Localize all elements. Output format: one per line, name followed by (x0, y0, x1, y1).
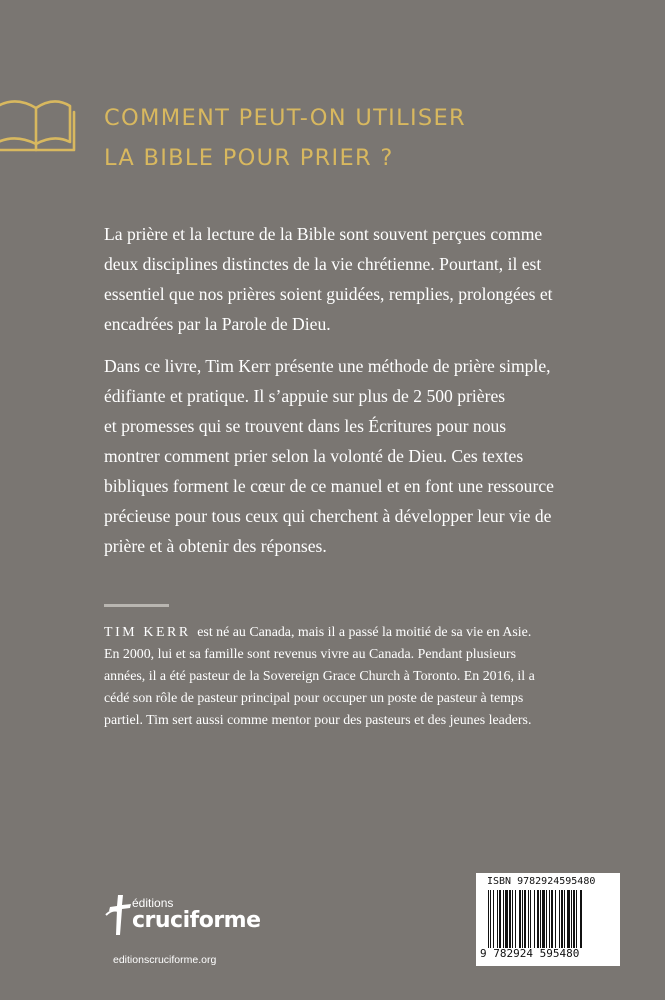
publisher-prefix: éditions (132, 896, 174, 910)
publisher-name: cruciforme (132, 908, 261, 933)
barcode-digits: 9 782924 595480 (480, 947, 580, 960)
barcode-bars-icon (488, 890, 612, 948)
bio-line: années, il a été pasteur de la Sovereign Grace Church à Toronto. En 2016, il a (104, 669, 535, 684)
text-line: Dans ce livre, Tim Kerr présente une méthode de prière simple, (104, 356, 551, 376)
text-line: précieuse pour tous ceux qui cherchent à développer leur vie de (104, 506, 552, 526)
text-line: édifiante et pratique. Il s’appuie sur plus de 2 500 prières (104, 386, 506, 406)
bio-line: En 2000, lui et sa famille sont revenus vivre au Canada. Pendant plusieurs (104, 647, 516, 662)
author-name: TIM KERR (104, 625, 191, 640)
bio-line: cédé son rôle de pasteur principal pour occuper un poste de pasteur à temps (104, 691, 524, 706)
section-divider (104, 604, 169, 607)
text-line: montrer comment prier selon la volonté de Dieu. Ces textes (104, 446, 524, 466)
author-bio (104, 622, 535, 732)
text-line: et promesses qui se trouvent dans les Écritures pour nous (104, 416, 507, 436)
publisher-logo (104, 893, 264, 941)
headline-line-1: COMMENT PEUT-ON UTILISER (104, 105, 466, 131)
intro-paragraph (104, 219, 604, 339)
bio-text: est né au Canada, mais il a passé la moitié de sa vie en Asie. (193, 625, 532, 640)
text-line: La prière et la lecture de la Bible sont souvent perçues comme (104, 224, 543, 244)
text-line: bibliques forment le cœur de ce manuel et en font une ressource (104, 476, 554, 496)
headline-line-2: LA BIBLE POUR PRIER ? (104, 145, 394, 171)
text-line: deux disciplines distinctes de la vie chrétienne. Pourtant, il est (104, 254, 542, 274)
bio-line-1 (104, 622, 535, 644)
open-bible-icon (0, 86, 76, 162)
publisher-website: editionscruciforme.org (113, 954, 217, 966)
headline (104, 98, 466, 178)
isbn-label: ISBN 9782924595480 (487, 876, 596, 887)
text-line: essentiel que nos prières soient guidées, remplies, prolongées et (104, 284, 553, 304)
isbn-barcode (476, 873, 620, 966)
text-line: prière et à obtenir des réponses. (104, 536, 327, 556)
text-line: encadrées par la Parole de Dieu. (104, 314, 331, 334)
bio-line: partiel. Tim sert aussi comme mentor pour des pasteurs et des jeunes leaders. (104, 713, 532, 728)
description-paragraph (104, 351, 604, 561)
